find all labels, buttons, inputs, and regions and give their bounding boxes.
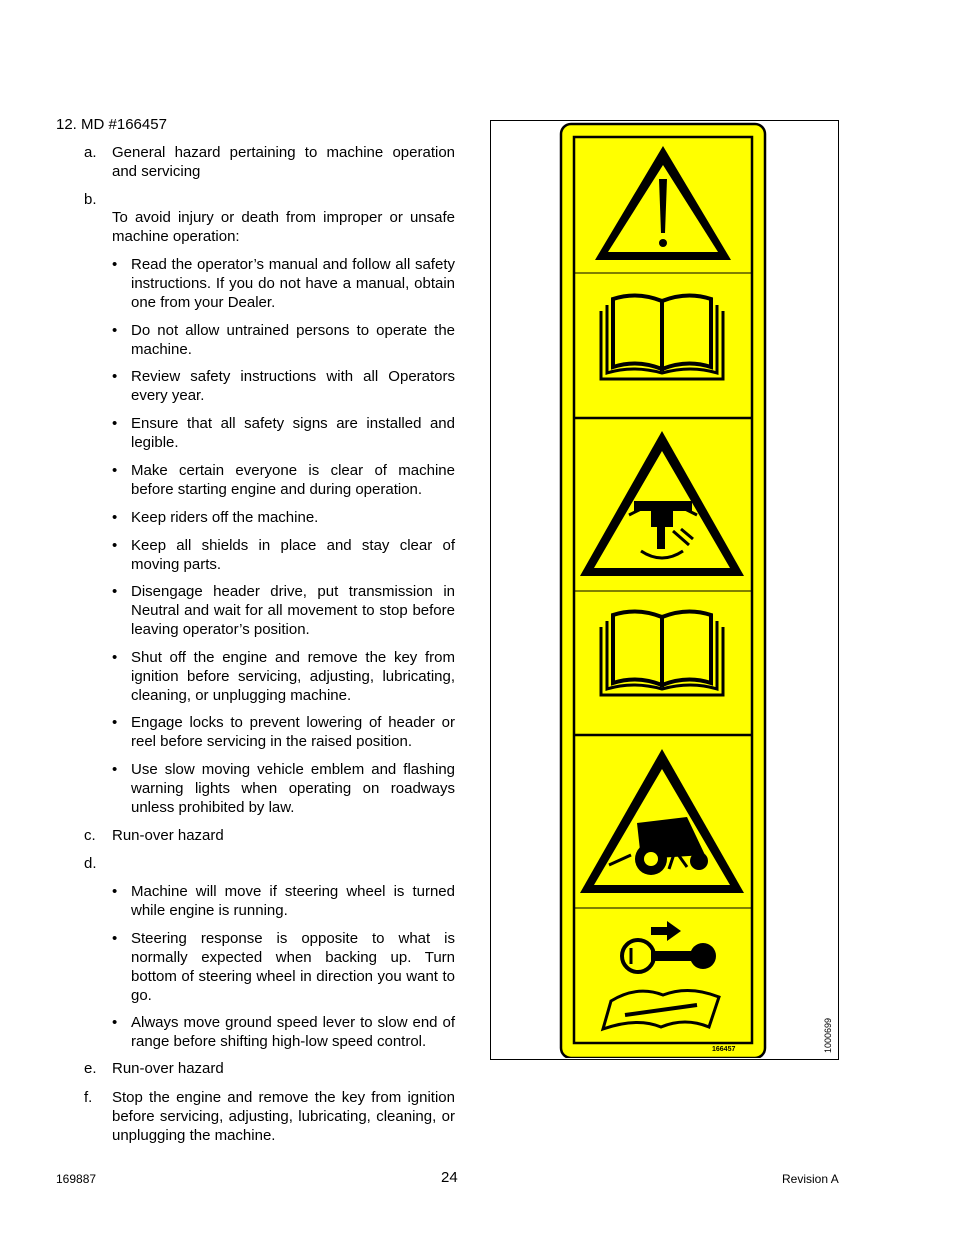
list-item: Disengage header drive, put transmission in Neutral and wait for all movement to stop before leaving operator’s position. bbox=[131, 583, 455, 638]
list-item: Keep riders off the machine. bbox=[131, 509, 319, 526]
bullet-symbol: • bbox=[112, 883, 118, 900]
list-item: Steering response is opposite to what is normally expected when backing up. Turn bottom of steering wheel in direction you want to go. bbox=[131, 930, 455, 1004]
safety-decal-illustration bbox=[491, 121, 837, 1058]
item-text: Stop the engine and remove the key from ignition before servicing, adjusting, lubricating, cleaning, or unplugging the machine. bbox=[112, 1089, 455, 1144]
bullet-symbol: • bbox=[112, 537, 118, 554]
list-item: Review safety instructions with all Operators every year. bbox=[131, 368, 455, 404]
bullet-symbol: • bbox=[112, 583, 118, 600]
item-letter: d. bbox=[84, 855, 97, 872]
item-text: To avoid injury or death from improper or unsafe machine operation: bbox=[112, 209, 455, 245]
bullet-symbol: • bbox=[112, 509, 118, 526]
illustration-id: 1000699 bbox=[823, 1017, 833, 1053]
list-item: Shut off the engine and remove the key from ignition before servicing, adjusting, lubricating, cleaning, or unplugging machine. bbox=[131, 649, 455, 704]
item-text: Run-over hazard bbox=[112, 1060, 224, 1077]
section-heading: 12. MD #166457 bbox=[56, 116, 167, 133]
item-letter: b. bbox=[84, 191, 97, 208]
bullet-symbol: • bbox=[112, 1014, 118, 1031]
footer-revision: Revision A bbox=[782, 1172, 839, 1186]
safety-decal-figure bbox=[490, 120, 839, 1060]
item-letter: e. bbox=[84, 1060, 97, 1077]
list-item: Keep all shields in place and stay clear of moving parts. bbox=[131, 537, 455, 573]
decal-number: 166457 bbox=[712, 1046, 736, 1053]
item-letter: f. bbox=[84, 1089, 93, 1106]
bullet-symbol: • bbox=[112, 462, 118, 479]
bullet-symbol: • bbox=[112, 930, 118, 947]
item-letter: c. bbox=[84, 827, 96, 844]
item-text: Run-over hazard bbox=[112, 827, 224, 844]
bullet-symbol: • bbox=[112, 649, 118, 666]
item-letter: a. bbox=[84, 144, 97, 161]
list-item: Machine will move if steering wheel is turned while engine is running. bbox=[131, 883, 455, 919]
list-item: Use slow moving vehicle emblem and flashing warning lights when operating on roadways unless prohibited by law. bbox=[131, 761, 455, 816]
list-item: Make certain everyone is clear of machine before starting engine and during operation. bbox=[131, 462, 455, 498]
bullet-symbol: • bbox=[112, 761, 118, 778]
bullet-symbol: • bbox=[112, 256, 118, 273]
list-item: Engage locks to prevent lowering of header or reel before servicing in the raised position. bbox=[131, 714, 455, 750]
list-item: Always move ground speed lever to slow end of range before shifting high-low speed control. bbox=[131, 1014, 455, 1050]
list-item: Do not allow untrained persons to operate the machine. bbox=[131, 322, 455, 358]
item-text: General hazard pertaining to machine operation and servicing bbox=[112, 144, 455, 180]
bullet-symbol: • bbox=[112, 322, 118, 339]
list-item: Read the operator’s manual and follow all safety instructions. If you do not have a manual, obtain one from your Dealer. bbox=[131, 256, 455, 311]
bullet-symbol: • bbox=[112, 368, 118, 385]
bullet-symbol: • bbox=[112, 415, 118, 432]
page-number: 24 bbox=[441, 1169, 458, 1186]
footer-document-number: 169887 bbox=[56, 1172, 97, 1186]
bullet-symbol: • bbox=[112, 714, 118, 731]
list-item: Ensure that all safety signs are installed and legible. bbox=[131, 415, 455, 451]
